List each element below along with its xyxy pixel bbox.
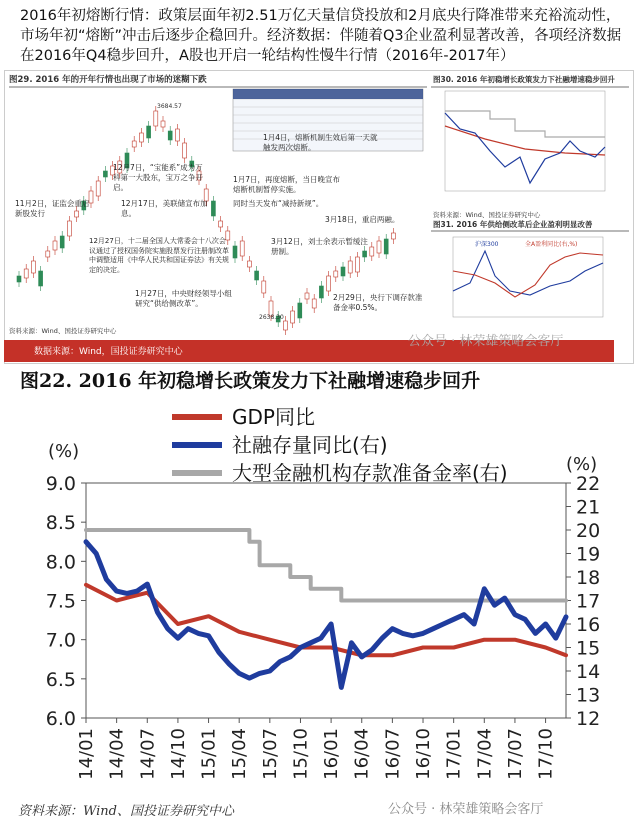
candle [17, 276, 21, 282]
right-tick-label: 14 [576, 661, 601, 683]
x-tick-label: 17/04 [474, 728, 496, 780]
annotation-jan27: 1月27日，中央财经领导小组研究“供给侧改革”。 [135, 289, 232, 308]
watermark-lower: 公众号 · 林荣雄策略会客厅 [388, 802, 544, 817]
annotation-nov2: 11月2日，证监会重启新股发行 [15, 199, 90, 218]
caption-bar-text: 数据来源：Wind，国投证券研究中心 [34, 347, 183, 357]
candle [175, 129, 179, 141]
price-low-label: 2638.30 [259, 314, 284, 321]
candle [341, 267, 345, 276]
right-axis-unit: (%) [566, 454, 598, 475]
right-tick-label: 19 [576, 543, 601, 566]
candle [312, 299, 316, 308]
fig29-source: 资料来源：Wind、国投证券研究中心 [9, 327, 117, 335]
left-tick-label: 6.0 [45, 708, 76, 730]
x-tick-label: 16/01 [321, 728, 343, 780]
annotation-feb29: 2月29日，央行下调存款准备金率0.5%。 [333, 293, 423, 312]
right-tick-label: 17 [576, 590, 601, 613]
candle [154, 111, 158, 126]
x-tick-label: 14/07 [137, 728, 159, 780]
candle [247, 261, 251, 267]
candle [39, 271, 43, 286]
x-tick-label: 14/04 [106, 728, 128, 780]
annotation-dec27: 12月27日，十二届全国人大常委会十八次会议通过了授权国务院实施股票发行注册制改革中调整适用《中华人民共和国证券法》有关规定的决定。 [89, 237, 229, 274]
candle [262, 281, 266, 293]
candle [233, 246, 237, 258]
candle [24, 269, 28, 278]
candle [139, 133, 143, 142]
candle [60, 236, 64, 248]
candle [168, 131, 172, 140]
composite-figure-svg [5, 71, 633, 363]
annotation-reduction-rule: 同时当天发布“减持新规”。 [233, 199, 324, 208]
legend-label-tsf: 社融存量同比(右) [232, 433, 388, 457]
candle [46, 251, 50, 257]
fig29-title: 图29. 2016 年的开年行情也出现了市场的迷糊下跌 [9, 75, 207, 85]
right-tick-label: 13 [576, 684, 601, 707]
fig30-source: 资料来源：Wind、国投证券研究中心 [433, 211, 541, 219]
left-tick-label: 6.5 [45, 668, 76, 691]
right-tick-label: 18 [576, 567, 601, 589]
source-note: 资料来源：Wind、国投证券研究中心 [18, 804, 234, 819]
left-tick-label: 8.0 [45, 551, 76, 574]
watermark-upper: 公众号 · 林荣雄策略会客厅 [408, 334, 564, 349]
figure-title: 图22. 2016 年初稳增长政策发力下社融增速稳步回升 [20, 370, 481, 392]
annotation-jan4: 1月4日，熔断机制生效后第一天就触发两次熔断。 [263, 133, 378, 152]
right-tick-label: 15 [576, 637, 601, 660]
annotation-dec17: 12月17日，美联储宣布加息。 [121, 199, 208, 218]
right-tick-label: 22 [576, 473, 601, 495]
candle [53, 241, 57, 250]
candle [291, 311, 295, 323]
gdp-yoy-line [86, 585, 566, 656]
left-tick-label: 7.5 [45, 590, 76, 613]
candle [219, 221, 223, 227]
candle [319, 286, 323, 298]
composite-report-figure [4, 70, 634, 364]
right-tick-label: 12 [576, 708, 601, 730]
annotation-jan7: 1月7日，再度熔断，当日晚宣布熔断机制暂停实施。 [233, 175, 341, 194]
right-tick-label: 16 [576, 614, 601, 636]
candle [391, 233, 395, 239]
candle [283, 321, 287, 330]
candle [377, 241, 381, 253]
candle [255, 271, 259, 280]
candle [298, 303, 302, 318]
annotation-mar18: 3月18日，重启两融。 [325, 215, 400, 224]
x-tick-label: 16/07 [382, 728, 404, 780]
candle [334, 271, 338, 277]
left-tick-label: 8.5 [45, 512, 76, 535]
x-tick-label: 15/07 [259, 728, 281, 780]
left-axis-unit: (%) [48, 441, 80, 462]
x-tick-label: 15/04 [229, 728, 251, 780]
candle [348, 261, 352, 273]
left-tick-label: 7.0 [45, 629, 76, 652]
left-tick-label: 9.0 [45, 473, 76, 495]
candle [161, 121, 165, 127]
fig30-title: 图30. 2016 年初稳增长政策发力下社融增速稳步回升 [433, 75, 615, 84]
x-tick-label: 15/01 [198, 728, 220, 780]
x-tick-label: 17/10 [535, 728, 557, 780]
fig30-mini-chart [445, 91, 605, 191]
candle [240, 241, 244, 256]
annotation-dec7: 12月7日，“宝能系”成为万科第一大股东，宝万之争开启。 [113, 163, 203, 192]
legend-label-gdp: GDP同比 [232, 405, 315, 429]
intro-paragraph: 2016年初熔断行情：政策层面年初2.51万亿天量信贷投放和2月底央行降准带来充裕流动性，市场年初“熔断”冲击后逐步企稳回升。经济数据：伴随着Q3企业盈利显著改善，各项经济数据在2016年Q4稳步回升，A股也开启一轮结构性慢牛行情（2016年-2017年） [20, 8, 622, 64]
candle [132, 141, 136, 147]
annotation-mar12: 3月12日，刘士余表示暂缓注册制。 [271, 237, 368, 256]
right-tick-label: 20 [576, 520, 601, 542]
candle [305, 293, 309, 299]
candle [384, 239, 388, 254]
x-tick-label: 16/04 [351, 728, 373, 780]
x-tick-label: 14/10 [167, 728, 189, 780]
reserve-ratio-line [86, 530, 566, 601]
x-tick-label: 17/01 [443, 728, 465, 780]
x-tick-label: 15/10 [290, 728, 312, 780]
candle [147, 126, 151, 138]
x-tick-label: 14/01 [76, 728, 97, 780]
x-tick-label: 16/10 [413, 728, 435, 780]
legend-label-rrr: 大型金融机构存款准备金率(右) [232, 461, 508, 485]
fig31-title: 图31. 2016 年供给侧改革后企业盈利明显改善 [433, 220, 593, 229]
fig31-legend-hs300: 沪深300 [475, 241, 499, 248]
candle [327, 276, 331, 291]
candle [31, 261, 35, 273]
x-tick-label: 17/07 [504, 728, 526, 780]
candle [103, 171, 107, 177]
fig31-mini-chart [453, 237, 603, 317]
right-tick-label: 21 [576, 496, 601, 519]
tsf-stock-yoy-line [86, 542, 566, 688]
main-chart [0, 395, 640, 795]
candle [183, 143, 187, 158]
fig31-legend-profit: 全A盈利同比(右,%) [525, 241, 578, 248]
candle [96, 181, 100, 196]
price-high-label: 3684.57 [157, 103, 182, 110]
